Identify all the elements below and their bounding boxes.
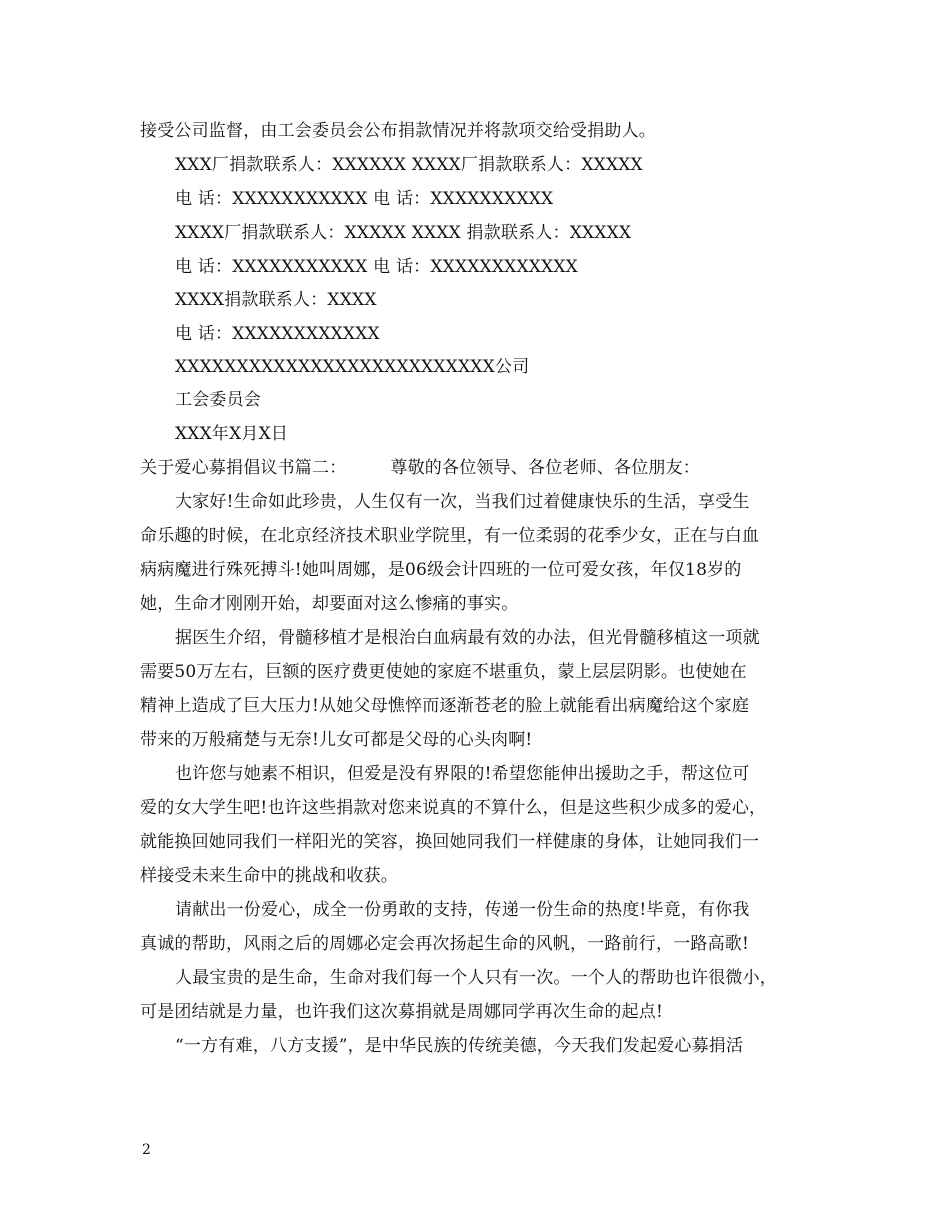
paragraph-line: 样接受未来生命中的挑战和收获。 bbox=[140, 866, 398, 886]
text-line: XXX厂捐款联系人：XXXXXX XXXX厂捐款联系人：XXXXX bbox=[175, 155, 643, 175]
paragraph-line: 据医生介绍，骨髓移植才是根治白血病最有效的办法，但光骨髓移植这一项就 bbox=[175, 628, 760, 648]
signature-org: 工会委员会 bbox=[175, 390, 261, 410]
text-line: 电 话：XXXXXXXXXXX 电 话：XXXXXXXXXX bbox=[175, 189, 554, 209]
paragraph-line: 也许您与她素不相识，但爱是没有界限的!希望您能伸出援助之手，帮这位可 bbox=[175, 764, 750, 784]
text-line: XXXX厂捐款联系人：XXXXX XXXX 捐款联系人：XXXXX bbox=[175, 223, 632, 243]
paragraph-line: 病病魔进行殊死搏斗!她叫周娜，是06级会计四班的一位可爱女孩，年仅18岁的 bbox=[140, 560, 742, 580]
paragraph-line: 精神上造成了巨大压力!从她父母憔悴而逐渐苍老的脸上就能看出病魔给这个家庭 bbox=[140, 696, 750, 716]
paragraph-line: “一方有难，八方支援”，是中华民族的传统美德，今天我们发起爱心募捐活 bbox=[175, 1036, 744, 1056]
greeting: 尊敬的各位领导、各位老师、各位朋友： bbox=[390, 458, 701, 478]
paragraph-line: 真诚的帮助，风雨之后的周娜必定会再次扬起生命的风帆，一路前行，一路高歌! bbox=[140, 934, 750, 954]
text-line: 电 话：XXXXXXXXXXXX bbox=[175, 324, 380, 344]
paragraph-line: 就能换回她同我们一样阳光的笑容，换回她同我们一样健康的身体，让她同我们一 bbox=[140, 832, 760, 852]
signature-date: XXX年X月X日 bbox=[175, 424, 289, 444]
text-line: 电 话：XXXXXXXXXXX 电 话：XXXXXXXXXXXX bbox=[175, 257, 578, 277]
text-line: XXXXXXXXXXXXXXXXXXXXXXXXXX公司 bbox=[175, 357, 530, 377]
paragraph-line: 可是团结就是力量，也许我们这次募捐就是周娜同学再次生命的起点! bbox=[140, 1002, 664, 1022]
text-line: 接受公司监督，由工会委员会公布捐款情况并将款项交给受捐助人。 bbox=[140, 121, 656, 141]
section-title: 关于爱心募捐倡议书篇二： bbox=[140, 458, 347, 478]
paragraph-line: 她，生命才刚刚开始，却要面对这么惨痛的事实。 bbox=[140, 594, 519, 614]
paragraph-line: 请献出一份爱心，成全一份勇敢的支持，传递一份生命的热度!毕竟，有你我 bbox=[175, 900, 750, 920]
paragraph-line: 大家好!生命如此珍贵，人生仅有一次，当我们过着健康快乐的生活，享受生 bbox=[175, 492, 750, 512]
text-line: XXXX捐款联系人：XXXX bbox=[175, 290, 377, 310]
page-number: 2 bbox=[142, 1142, 151, 1158]
paragraph-line: 命乐趣的时候，在北京经济技术职业学院里，有一位柔弱的花季少女，正在与白血 bbox=[140, 526, 760, 546]
paragraph-line: 带来的万般痛楚与无奈!儿女可都是父母的心头肉啊! bbox=[140, 730, 533, 750]
paragraph-line: 需要50万左右，巨额的医疗费更使她的家庭不堪重负，蒙上层层阴影。也使她在 bbox=[140, 662, 747, 682]
section-heading bbox=[140, 457, 700, 479]
paragraph-line: 人最宝贵的是生命，生命对我们每一个人只有一次。一个人的帮助也许很微小， bbox=[175, 968, 777, 988]
paragraph-line: 爱的女大学生吧!也许这些捐款对您来说真的不算什么，但是这些积少成多的爱心， bbox=[140, 798, 767, 818]
